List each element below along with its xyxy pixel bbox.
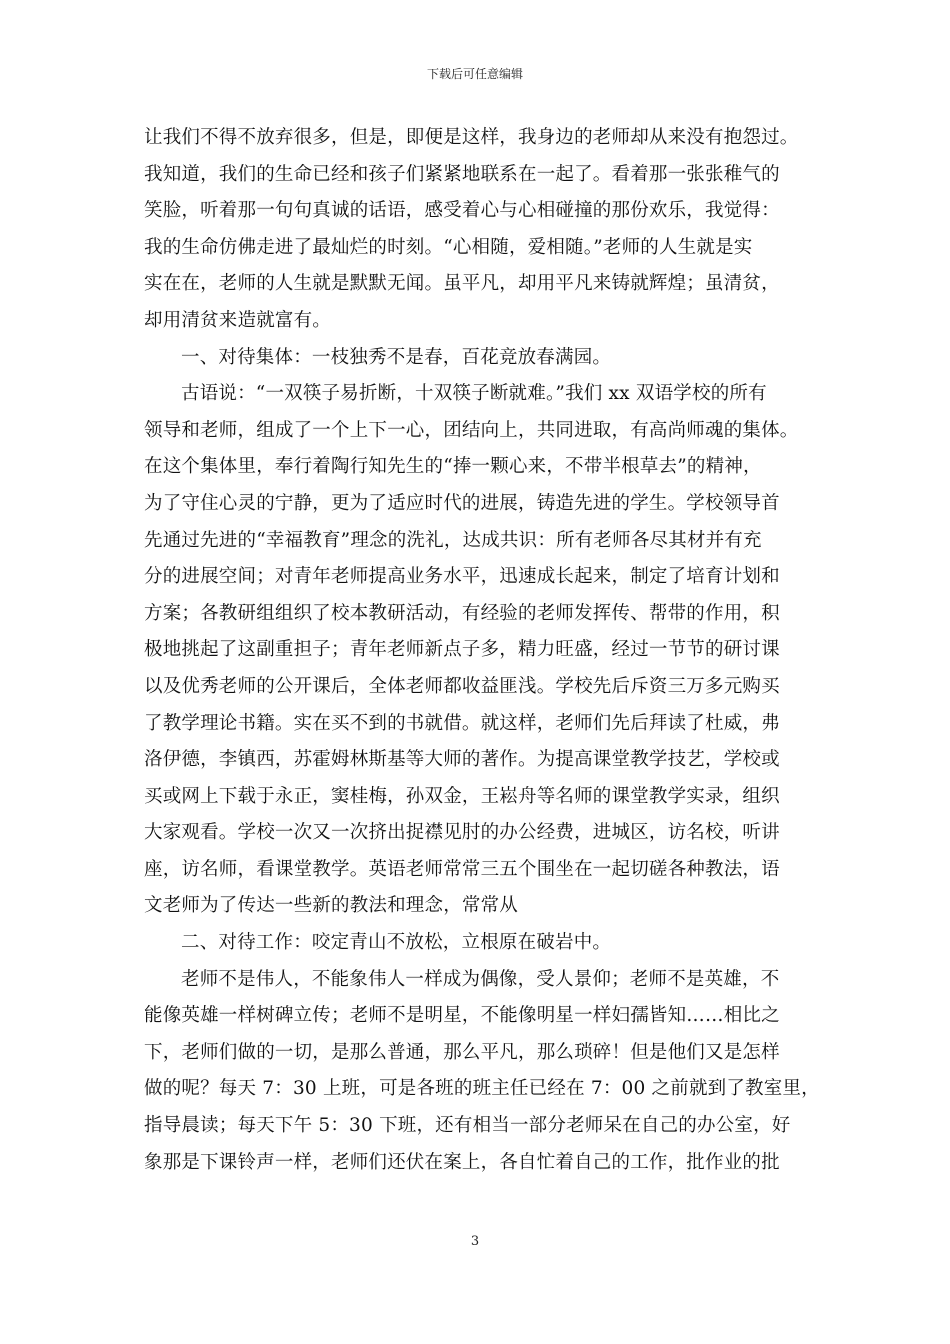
text-line: 象那是下课铃声一样，老师们还伏在案上，各自忙着自己的工作，批作业的批: [144, 1151, 780, 1173]
text-line: 却用清贫来造就富有。: [144, 309, 332, 331]
text-line: 为了守住心灵的宁静，更为了适应时代的进展，铸造先进的学生。学校领导首: [144, 492, 780, 514]
text-line: 让我们不得不放弃很多，但是，即便是这样，我身边的老师却从来没有抱怨过。: [144, 127, 799, 148]
text-line: 指导晨读；每天下午 5：30 下班，还有相当一部分老师呆在自己的办公室，好: [144, 1115, 791, 1137]
text-line: 笑脸，听着那一句句真诚的话语，感受着心与心相碰撞的那份欢乐，我觉得：: [144, 200, 780, 222]
text-line: 了教学理论书籍。实在买不到的书就借。就这样，老师们先后拜读了杜威，弗: [144, 712, 780, 734]
text-line: 实在在，老师的人生就是默默无闻。虽平凡，却用平凡来铸就辉煌；虽清贫，: [144, 273, 780, 295]
text-line: 方案；各教研组组织了校本教研活动，有经验的老师发挥传、帮带的作用，积: [144, 602, 780, 624]
text-line: 老师不是伟人，不能象伟人一样成为偶像，受人景仰；老师不是英雄，不: [181, 968, 780, 990]
text-line: 分的进展空间；对青年老师提高业务水平，迅速成长起来，制定了培育计划和: [144, 566, 780, 588]
text-line: 领导和老师，组成了一个上下一心，团结向上，共同进取，有高尚师魂的集体。: [144, 419, 799, 441]
page-number: 3: [470, 1234, 480, 1249]
text-line: 我知道，我们的生命已经和孩子们紧紧地联系在一起了。看着那一张张稚气的: [144, 163, 780, 185]
text-line: 古语说：“一双筷子易折断，十双筷子断就难。”我们 xx 双语学校的所有: [181, 383, 767, 405]
text-line: 我的生命仿佛走进了最灿烂的时刻。“心相随，爱相随。”老师的人生就是实: [144, 236, 753, 258]
document-body: [144, 120, 820, 1181]
text-line: 买或网上下载于永正，窦桂梅，孙双金，王崧舟等名师的课堂教学实录，组织: [144, 785, 780, 807]
text-line: 下，老师们做的一切，是那么普通，那么平凡，那么琐碎！但是他们又是怎样: [144, 1041, 780, 1063]
text-line: 先通过先进的“幸福教育”理念的洗礼，达成共识：所有老师各尽其材并有充: [144, 529, 762, 551]
text-line: 在这个集体里，奉行着陶行知先生的“捧一颗心来，不带半根草去”的精神，: [144, 456, 762, 478]
text-line: 做的呢？每天 7：30 上班，可是各班的班主任已经在 7：00 之前就到了教室里，: [144, 1078, 820, 1100]
text-line: 大家观看。学校一次又一次挤出捉襟见肘的办公经费，进城区，访名校，听讲: [144, 822, 780, 844]
text-line: 洛伊德，李镇西，苏霍姆林斯基等大师的著作。为提高课堂教学技艺，学校或: [144, 749, 780, 771]
text-line: 座，访名师，看课堂教学。英语老师常常三五个围坐在一起切磋各种教法，语: [144, 858, 780, 880]
section-heading: 一、对待集体：一枝独秀不是春，百花竞放春满园。: [181, 346, 612, 368]
text-line: 文老师为了传达一些新的教法和理念，常常从: [144, 895, 519, 917]
text-line: 极地挑起了这副重担子；青年老师新点子多，精力旺盛，经过一节节的研讨课: [144, 639, 780, 661]
page-header: 下载后可任意编辑: [426, 67, 523, 81]
text-line: 能像英雄一样树碑立传；老师不是明星，不能像明星一样妇孺皆知……相比之: [144, 1005, 780, 1027]
text-line: 以及优秀老师的公开课后，全体老师都收益匪浅。学校先后斥资三万多元购买: [144, 675, 780, 697]
section-heading: 二、对待工作：咬定青山不放松，立根原在破岩中。: [181, 932, 612, 954]
